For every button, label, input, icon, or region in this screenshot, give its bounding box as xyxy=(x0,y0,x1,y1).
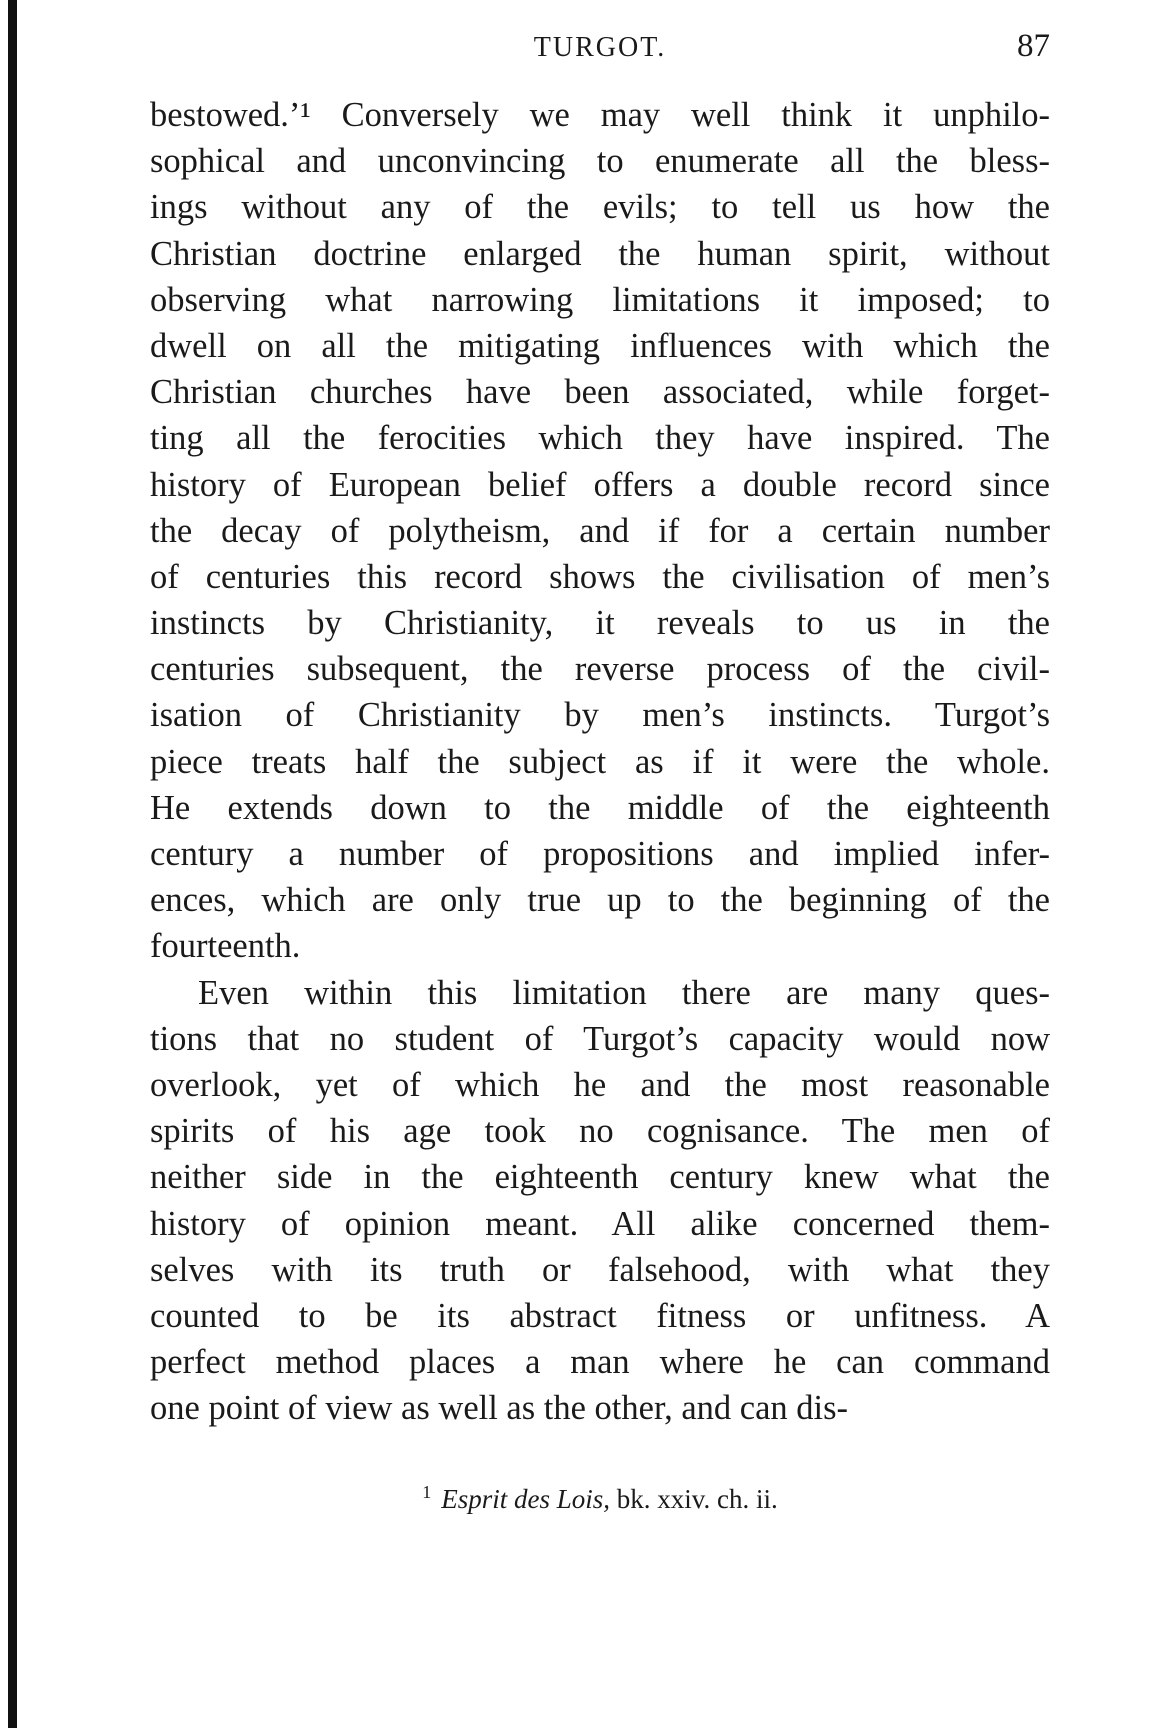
text-line: perfect method places a man where he can command xyxy=(150,1343,1050,1382)
text-line: history of opinion meant. All alike concerned them- xyxy=(150,1204,1050,1243)
text-line: selves with its truth or falsehood, with what they xyxy=(150,1250,1050,1289)
book-page xyxy=(150,0,1050,1728)
page-binding-edge xyxy=(8,0,17,1728)
text-line: instincts by Christianity, it reveals to us in the xyxy=(150,604,1050,643)
text-line: Christian doctrine enlarged the human spirit, without xyxy=(150,234,1050,273)
text-line: history of European belief offers a double record since xyxy=(150,465,1050,504)
text-line: sophical and unconvincing to enumerate all the bless- xyxy=(150,142,1050,181)
text-line: bestowed.’¹ Conversely we may well think it unphilo- xyxy=(150,96,1050,134)
footnote xyxy=(150,1482,1050,1515)
text-line: counted to be its abstract fitness or unfitness. A xyxy=(150,1296,1050,1335)
text-line: century a number of propositions and implied infer- xyxy=(150,835,1050,873)
text-line: ting all the ferocities which they have inspired. The xyxy=(150,419,1050,458)
text-line: isation of Christianity by men’s instincts. Turgot’s xyxy=(150,696,1050,735)
text-line: fourteenth. xyxy=(150,927,301,966)
text-line: dwell on all the mitigating influences with which the xyxy=(150,326,1050,365)
text-line: tions that no student of Turgot’s capacity would now xyxy=(150,1019,1050,1058)
text-line: observing what narrowing limitations it imposed; to xyxy=(150,280,1050,319)
text-line: the decay of polytheism, and if for a certain number xyxy=(150,511,1050,550)
paragraph-2 xyxy=(150,970,1050,1432)
text-line: neither side in the eighteenth century knew what the xyxy=(150,1158,1050,1197)
text-line: ings without any of the evils; to tell us how the xyxy=(150,188,1050,227)
footnote-title: Esprit des Lois, xyxy=(441,1484,611,1514)
text-line: Even within this limitation there are many ques- xyxy=(198,973,1050,1012)
text-line: He extends down to the middle of the eighteenth xyxy=(150,788,1050,827)
text-line: ences, which are only true up to the beginning of the xyxy=(150,881,1050,920)
running-title: TURGOT. xyxy=(533,32,667,63)
text-line: one point of view as well as the other, and can dis- xyxy=(150,1389,849,1428)
text-line: of centuries this record shows the civilisation of men’s xyxy=(150,557,1050,596)
page-number: 87 xyxy=(1017,28,1050,64)
text-line: Christian churches have been associated, while forget- xyxy=(150,373,1050,412)
text-line: overlook, yet of which he and the most reasonable xyxy=(150,1065,1050,1104)
running-head xyxy=(150,28,1050,72)
text-line: spirits of his age took no cognisance. The men of xyxy=(150,1112,1050,1151)
text-line: piece treats half the subject as if it were the whole. xyxy=(150,742,1050,781)
paragraph-1 xyxy=(150,92,1050,970)
body-text xyxy=(150,92,1050,1431)
footnote-reference: bk. xxiv. ch. ii. xyxy=(616,1484,778,1514)
text-line: centuries subsequent, the reverse process of the civil- xyxy=(150,650,1050,689)
footnote-marker: 1 xyxy=(422,1482,432,1502)
